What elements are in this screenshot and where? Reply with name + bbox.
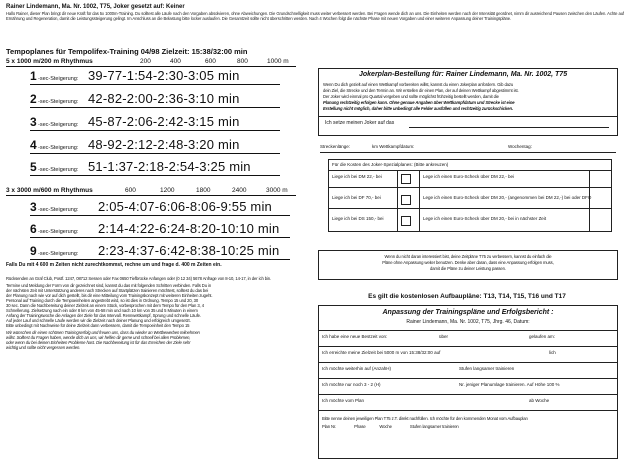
costs-label: Für die Kosten des Joker-Spezialplanes: (Bitte ankreuzen) [332,162,449,167]
tempo1-scale-4: 1000 m [267,58,289,65]
notice-line: Pläne ohne Anpassung weiter benutzen. Denke aber daran, dass eine Anpassung erfolgen muss, [382,260,554,265]
tempo2-scale-1: 1200 [160,187,175,194]
form-row-right: Stufen langsamer trainieren [459,366,515,371]
row-rule [30,175,280,176]
option-3-checkbox[interactable] [401,216,411,226]
text-line: Rücksenden an Graf Club, Postf. 1247, 08712 Sessen oder Fax 0650 Tiefbrücke Anfangen oder (0 12 34) 5678 Anfrage von 8-10, 14-17, in der ich bin. [6,276,272,281]
text-line: Wir wünschen dir einen schönen Trainingserfolg und freuen uns, dass du wieder an Wettbewerben teilnehmen [6,330,200,335]
joker-order-box [318,68,618,136]
tempo2-row-label: -sec-Steigerung: [38,207,79,213]
strecke-label: Streckenlänge: [320,144,351,149]
adaptation-title: Anpassung der Trainingspläne und Erfolgsbericht : [382,309,554,316]
tempo1-row-label: -sec-Steigerung: [38,122,79,128]
option-1-b: Lege ich einen Euro-Scheck über DM 22,- bei [423,174,515,179]
divider [329,187,611,188]
bottom-left-text [6,276,306,350]
joker-order-text-line: dein Ziel, die Strecke und den Termin an. Wir erstellen dir einen Plan, der auf deinen Wettkampf abgestimmt ist. [323,88,519,93]
row-rule [30,215,290,216]
divider [319,116,617,117]
tempo1-row-label: -sec-Steigerung: [38,167,79,173]
tempo1-row-num: 3 [30,115,37,129]
tempo1-row-label: -sec-Steigerung: [38,99,79,105]
free-plans-title: Es gilt die kostenlosen Aufbaupläne: T13, T14, T15, T16 und T17 [368,293,566,300]
tempo1-scale-0: 200 [140,58,151,65]
form-row-right: Nr. jeniger Planumlage trainieren. Auf Höhe 100 % [459,382,560,387]
tempo2-scale-0: 600 [125,187,136,194]
divider [319,394,617,395]
form-row-left: Ich möchte nur noch 3 - 2 (H) [322,382,381,387]
divider [397,170,398,231]
athlete-header: Rainer Lindemann, Ma. Nr. 1002, T75, Joker gesetzt auf: Keiner [6,4,185,10]
form-row-mid: über [439,334,449,339]
tempo1-scale-2: 600 [205,58,216,65]
row-rule [30,84,280,85]
tempo2-scale-4: 3000 m [266,187,288,194]
form-row-right: lich [549,350,556,355]
tempo2-row-label: -sec-Steigerung: [38,229,79,235]
row-rule [30,259,290,260]
tempo1-scale-3: 800 [237,58,248,65]
text-line: der Planung nach wie vor auf dich gestellt, bis dir eine Mitteilung vom Trainingskonzept mit weiteren Einheiten zugeht. [6,293,213,298]
tempo2-row-num: 6 [30,222,37,236]
tempo2-row-label: -sec-Steigerung: [38,251,79,257]
tempo1-row-value: 48-92-2:12-2:48-3:20 min [88,137,240,152]
text-line: wichtig und sollte nicht vergessen werden. [6,345,81,350]
strecke-field[interactable] [320,152,616,153]
joker-choice-label: Ich setze meinen Joker auf das [325,120,395,126]
row-rule [30,130,280,131]
form-row-left: Ich möchte weiterhin auf (AnzahH) [322,366,392,371]
text-line: Personal auf Training durch die Tempoeinheiten angestrebt wird, so ist dies in Ordnung. Tempo 15 und 20, 30 [6,298,199,303]
divider [329,208,611,209]
text-line: 30 sec. Dann die Nachbereitung deiner Zielzeit an einem Stück, vorbesprochen mit dem Tempo für den Plan 3, 4 [6,303,204,308]
option-2-a: Liege ich bei DF 70,- bei [332,195,381,200]
tempo1-row-num: 5 [30,160,37,174]
form-row-left: Ich habe eine neue Bestzeit von: [322,334,388,339]
joker-order-text-line: Wenn Du dich gezielt auf einen Wettkampf vorbereiten willst, kannst du einen Jokerplan anfordern. Gib dazu [323,82,514,87]
text-line: Auf jeder Lauf und schnelle Läufe werden wir die Zielzeit nach deiner Planung und erfolgreich umgesetzt. [6,318,191,323]
tempo1-row-value: 39-77-1:54-2:30-3:05 min [88,68,240,83]
notice-line: Wenn du nicht daran interessiert bist, deine Zeitpläne T75 zu verbessern, kannst du einfach die [384,254,552,259]
tempo2-rule [6,195,296,196]
tempo2-title: 3 x 3000 m/600 m Rhythmus [6,187,93,194]
costs-box [328,159,612,232]
intro-paragraph: Hallo Rainer, dieser Plan bringt dir neue Kraft für das 5x 1000m-Training. Du solltest alle Läufe nach den Vorgaben absolvieren, ohne Abweichungen. Die Grundschnelligkeit muss weiter verbessert werden. Bei Fragen wende dich an uns. Die Einheiten werden nach der Intensität geordnet, nimm dir ausreichend Pausen zwischen den Läufen. Achte auf Ernährung und Regeneration, damit die Leistungssteigerung gelingt. Im Anschluss an die Belastung bitte locker auslaufen. Die Gesamtzeit sollte nicht überschritten werden. Nach 4 Wochen folgt die nächste Phase mit neuen Vorgaben und einer weiteren Anpassung deiner Trainingspläne. [6,11,624,21]
divider [589,170,590,231]
adaptation-form [318,305,618,459]
tempo1-title: 5 x 1000 m/200 m Rhythmus [6,58,93,65]
text-line: willst. Solltest du Fragen haben, wende dich an uns, wir helfen dir gerne und schnell bei allen Problemen, [6,335,191,340]
footer-line: Bitte nenne deinen jeweiligen Plan T75 z.T. direkt nachfüllen. Ich möchte für den kommenden Monat vom Aufbauplan [322,416,528,421]
form-row-right: ab Woche [529,398,550,403]
joker-order-text-line: Der Joker wird einmal pro Quartal vergeben und sollte möglichst frühzeitig bestellt werden, damit die [323,94,499,99]
option-3-b: Lege ich einen Euro-Scheck über DM 20,- bei in nächster Zeit [423,216,547,221]
option-1-a: Liege ich bei DM 22,- bei [332,174,382,179]
tempo2-scale-3: 2400 [232,187,247,194]
tempo1-row-num: 1 [30,69,37,83]
tempo2-note: Falls Du mit 4 600 m Zeiten nicht zurechtkommst, rechne um und frage d. 400 m Zeiten ein. [6,262,222,268]
tempo2-row-value: 2:14-4:22-6:24-8:20-10:10 min [98,221,280,236]
adaptation-subtitle: Rainer Lindemann, Ma. Nr. 1002, T75, Jhrg. 46, Datum: [406,319,530,325]
form-row-left: Ich möchte vom Plan [322,398,365,403]
tempo2-row-value: 2:23-4:37-6:42-8:38-10:25 min [98,243,280,258]
footer-line: Plan Nr. Phase Woche Stufen langsamer trainieren [322,424,459,429]
tempo2-row-value: 2:05-4:07-6:06-8:06-9:55 min [98,199,272,214]
joker-choice-field[interactable] [409,127,609,128]
text-line: der nächsten Zeit mit Unterstützung anderes nach Strecken auf Startplätzen trainieren möchtest, solltest du das bei [6,288,209,293]
divider [319,410,617,411]
divider [319,362,617,363]
notice-line: damit die Pläne zu deiner Leistung passen. [430,266,506,271]
row-rule [30,107,280,108]
tempo1-row-value: 42-82-2:00-2:36-3:10 min [88,91,240,106]
text-line: Bitte unbedingt mit Nachweise für deine Zielzeit dann verbessern, damit die Tempoeinheit den Tempo 15 [6,323,190,328]
tempo1-row-value: 51-1:37-2:18-2:54-3:25 min [88,159,251,174]
tempo1-rule [6,66,296,67]
form-row-left: Ich erreichte meine Zielzeit bei 5000 m von 15:38/32:00 auf [322,350,441,355]
option-1-checkbox[interactable] [401,174,411,184]
plan-title: Tempoplanes für Tempolifex-Training 04/98 Zielzeit: 15:38/32:00 min [6,47,248,56]
option-3-a: Liege ich bei DS 150,- bei [332,216,384,221]
option-2-b: Lege ich einen Euro-Scheck über DM 20,- (angenommen bei DM 22,-) bei oder DFO [423,195,592,200]
joker-order-text-line: Erstellung nicht möglich, daher bitte unbedingt alle Felder ausfüllen und rechtzeitig zurückschicken. [323,106,514,111]
tempo2-scale-2: 1800 [196,187,211,194]
tempo2-row-num: 3 [30,200,37,214]
tempo1-row-label: -sec-Steigerung: [38,145,79,151]
tempo1-row-num: 2 [30,92,37,106]
notice-box [318,250,618,280]
km-label: km Wettkampfdatum: [372,144,415,149]
joker-order-text-line: Planung rechtzeitig erfolgen kann. Ohne genaue Angaben über Wettkampfdatum und Strecke ist eine [323,100,515,105]
divider [319,378,617,379]
tempo1-row-num: 4 [30,138,37,152]
text-line: Schnellerung. Zielsetzung nach ein oder 8 km von 45-58 min und nach 10 km von 35 und 5 Minuten in einem [6,308,198,313]
text-line: Anfang der Trainingswoche die Anlagen der Ziele für das Intervall. Rennwettkampf, Sprung und schnelle Läufe. [6,313,201,318]
form-row-right: gelaufen am: [529,334,556,339]
tempo1-row-value: 45-87-2:06-2:42-3:15 min [88,114,240,129]
divider [329,170,611,171]
text-line: oder wenn du bei deinen Einheiten Probleme hast. Die Nachbereitung ist für das Erreichen der Ziele sehr [6,340,191,345]
divider [319,330,617,331]
tempo1-scale-1: 400 [170,58,181,65]
tempo1-row-label: -sec-Steigerung: [38,76,79,82]
text-line: Termine und Meldung der Form von dir gezeichnet sind, kannst du das mit folgenden Schritten verbinden. Falls Du in [6,283,212,288]
divider [319,346,617,347]
option-2-checkbox[interactable] [401,195,411,205]
row-rule [30,237,290,238]
divider [419,170,420,231]
wochentag-label: Wochentag: [508,144,532,149]
tempo2-row-num: 9 [30,244,37,258]
row-rule [30,153,280,154]
joker-order-title: Jokerplan-Bestellung für: Rainer Lindemann, Ma. Nr. 1002, T75 [359,71,568,78]
